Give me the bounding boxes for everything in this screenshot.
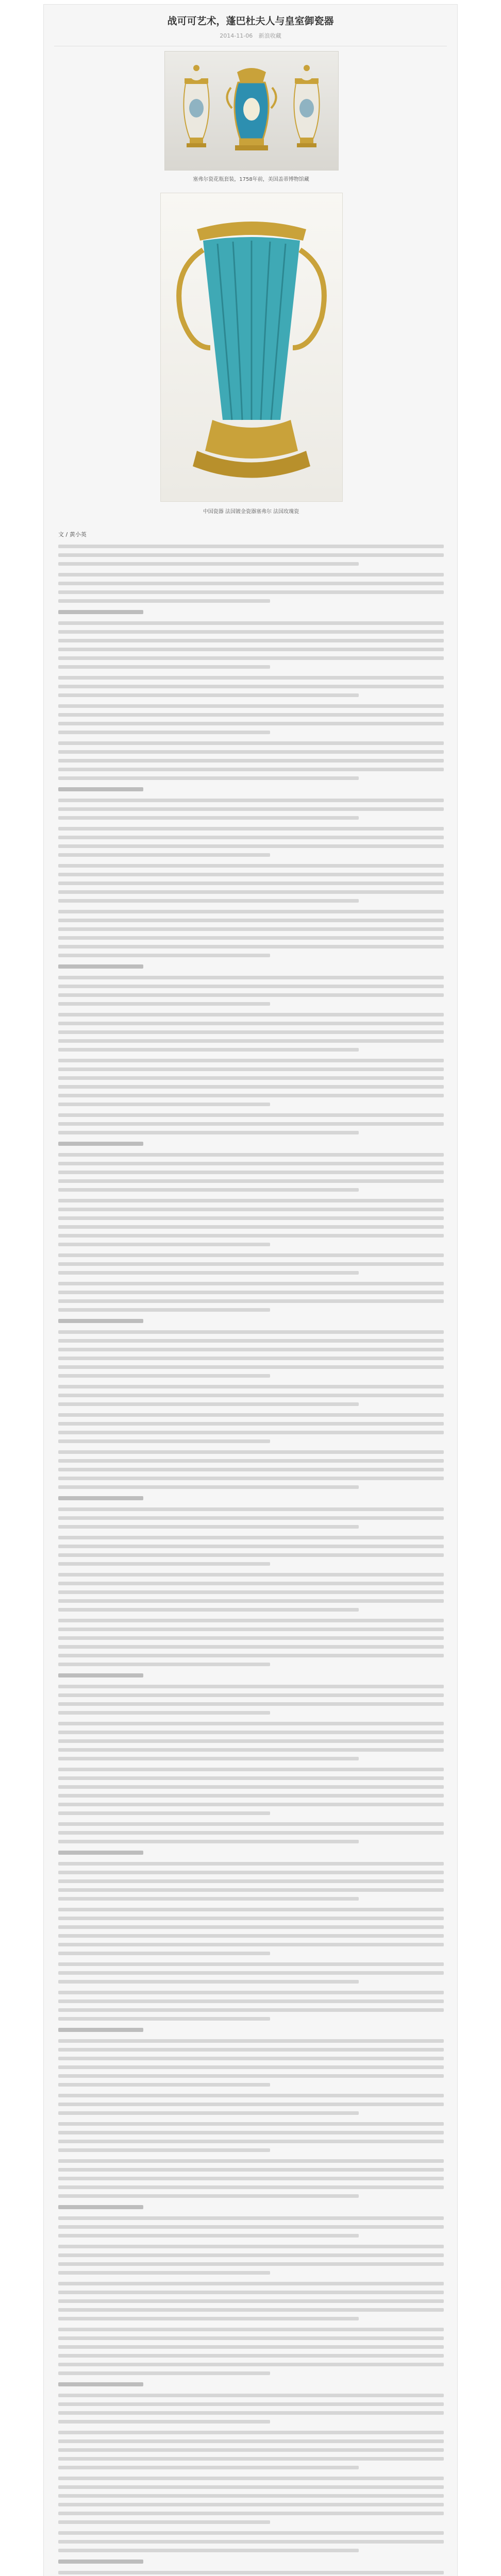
text-line-placeholder (58, 1282, 444, 1285)
text-line-placeholder (58, 1553, 444, 1557)
text-line-placeholder (58, 1402, 359, 1406)
text-line-placeholder (58, 799, 444, 802)
text-line-placeholder (58, 993, 444, 997)
text-line-placeholder (58, 2317, 359, 2320)
text-line-placeholder (58, 731, 270, 734)
text-line-placeholder (58, 1831, 444, 1835)
text-line-placeholder (58, 1879, 444, 1883)
text-line-placeholder (58, 1811, 270, 1815)
right-vase (294, 65, 319, 147)
text-line-placeholder (58, 1348, 444, 1351)
text-line-placeholder (58, 2140, 444, 2143)
text-line-placeholder (58, 2094, 444, 2097)
text-line-placeholder (58, 2131, 444, 2134)
text-line-placeholder (58, 1030, 444, 1034)
paragraph-placeholder (58, 1962, 444, 1984)
text-line-placeholder (58, 2111, 359, 2115)
paragraph-placeholder (58, 676, 444, 697)
text-line-placeholder (58, 2194, 359, 2198)
text-line-placeholder (58, 1374, 270, 1378)
paragraph-placeholder (58, 621, 444, 669)
paragraph-placeholder (58, 2245, 444, 2275)
text-line-placeholder (58, 1516, 444, 1520)
paragraph-placeholder (58, 2531, 444, 2552)
text-line-placeholder (58, 1731, 444, 1734)
paragraph-placeholder (58, 1822, 444, 1843)
text-line-placeholder (58, 1917, 444, 1920)
text-line-placeholder (58, 1702, 444, 1706)
paragraph-placeholder (58, 976, 444, 1006)
text-line-placeholder (58, 1840, 359, 1843)
text-line-placeholder (58, 1908, 444, 1911)
text-line-placeholder (58, 1085, 444, 1089)
text-line-placeholder (58, 2039, 444, 2043)
text-line-placeholder (58, 1943, 444, 1946)
text-line-placeholder (58, 1999, 444, 2003)
text-line-placeholder (58, 1253, 444, 1257)
text-line-placeholder (58, 1628, 444, 1631)
text-line-placeholder (58, 899, 359, 903)
caption-figure-1: 塞弗尔瓷花瓶套装，1758年前，美国盖蒂博物馆藏 (193, 177, 309, 182)
text-line-placeholder (58, 1663, 270, 1666)
text-line-placeholder (58, 2245, 444, 2248)
text-line-placeholder (58, 1394, 444, 1397)
text-line-placeholder (58, 910, 444, 913)
paragraph-placeholder (58, 1908, 444, 1955)
text-line-placeholder (58, 2008, 444, 2012)
paragraph-placeholder (58, 864, 444, 903)
text-line-placeholder (58, 2262, 444, 2266)
section-heading-placeholder (58, 2382, 444, 2386)
article-container (43, 4, 458, 2576)
text-line-placeholder (58, 807, 444, 811)
text-line-placeholder (58, 1739, 444, 1743)
text-line-placeholder (58, 2345, 444, 2349)
section-heading-placeholder (58, 787, 444, 791)
article-body (58, 545, 444, 2576)
text-line-placeholder (58, 1971, 444, 1975)
text-line-placeholder (58, 2148, 270, 2152)
text-line-placeholder (58, 553, 444, 557)
text-line-placeholder (58, 936, 444, 940)
paragraph-placeholder (58, 2571, 444, 2576)
text-line-placeholder (58, 2122, 444, 2126)
paragraph-placeholder (58, 1113, 444, 1134)
paragraph-placeholder (58, 1413, 444, 1443)
text-line-placeholder (58, 2057, 444, 2060)
text-line-placeholder (58, 1685, 444, 1688)
text-line-placeholder (58, 1113, 444, 1117)
text-line-placeholder (58, 1122, 444, 1126)
text-line-placeholder (58, 1757, 359, 1760)
text-line-placeholder (58, 1573, 444, 1577)
text-line-placeholder (58, 1308, 270, 1312)
paragraph-placeholder (58, 1282, 444, 1312)
paragraph-placeholder (58, 2431, 444, 2469)
text-line-placeholder (58, 648, 444, 651)
article-date: 2014-11-06 (220, 32, 253, 39)
paragraph-placeholder (58, 910, 444, 957)
text-line-placeholder (58, 1562, 270, 1566)
paragraph-placeholder (58, 1573, 444, 1612)
text-line-placeholder (58, 2448, 444, 2452)
text-line-placeholder (58, 864, 444, 868)
text-line-placeholder (58, 693, 359, 697)
text-line-placeholder (58, 750, 444, 754)
text-line-placeholder (58, 1897, 359, 1901)
text-line-placeholder (58, 1590, 444, 1594)
text-line-placeholder (58, 1153, 444, 1157)
text-line-placeholder (58, 562, 359, 566)
text-line-placeholder (58, 827, 444, 831)
text-line-placeholder (58, 1067, 444, 1071)
text-line-placeholder (58, 1131, 359, 1134)
text-line-placeholder (58, 2531, 444, 2535)
text-line-placeholder (58, 2420, 270, 2424)
section-heading-placeholder (58, 1851, 444, 1855)
text-line-placeholder (58, 1216, 444, 1220)
paragraph-placeholder (58, 2094, 444, 2115)
text-line-placeholder (58, 2394, 444, 2397)
text-line-placeholder (58, 1636, 444, 1640)
text-line-placeholder (58, 2457, 444, 2461)
text-line-placeholder (58, 882, 444, 885)
text-line-placeholder (58, 2540, 444, 2544)
text-line-placeholder (58, 873, 444, 876)
text-line-placeholder (58, 1468, 444, 1471)
text-line-placeholder (58, 853, 270, 857)
paragraph-placeholder (58, 1768, 444, 1815)
text-line-placeholder (58, 2048, 444, 2052)
text-line-placeholder (58, 1059, 444, 1062)
text-line-placeholder (58, 1485, 359, 1489)
text-line-placeholder (58, 545, 444, 548)
text-line-placeholder (58, 2177, 444, 2180)
text-line-placeholder (58, 1357, 444, 1360)
paragraph-placeholder (58, 1059, 444, 1106)
section-heading-placeholder (58, 2205, 444, 2209)
text-line-placeholder (58, 1188, 359, 1192)
paragraph-placeholder (58, 2122, 444, 2152)
text-line-placeholder (58, 836, 444, 839)
paragraph-placeholder (58, 1013, 444, 1052)
text-line-placeholder (58, 2168, 444, 2172)
text-line-placeholder (58, 890, 444, 894)
text-line-placeholder (58, 1851, 143, 1855)
text-line-placeholder (58, 1822, 444, 1826)
text-line-placeholder (58, 1693, 444, 1697)
paragraph-placeholder (58, 1685, 444, 1715)
text-line-placeholder (58, 2083, 270, 2087)
text-line-placeholder (58, 1525, 359, 1529)
text-line-placeholder (58, 1608, 359, 1612)
paragraph-placeholder (58, 2394, 444, 2424)
text-line-placeholder (58, 1385, 444, 1388)
paragraph-placeholder (58, 1862, 444, 1901)
article-byline: 文 / 黄小英 (58, 531, 87, 538)
text-line-placeholder (58, 1619, 444, 1622)
left-vase (183, 65, 209, 147)
text-line-placeholder (58, 1243, 270, 1246)
paragraph-placeholder (58, 2216, 444, 2238)
turquoise-vase-illustration (161, 193, 342, 501)
text-line-placeholder (58, 2291, 444, 2294)
text-line-placeholder (58, 1319, 143, 1323)
text-line-placeholder (58, 2216, 444, 2220)
text-line-placeholder (58, 2494, 444, 2498)
text-line-placeholder (58, 1094, 444, 1097)
text-line-placeholder (58, 1039, 444, 1043)
paragraph-placeholder (58, 1507, 444, 1529)
section-heading-placeholder (58, 2560, 444, 2564)
text-line-placeholder (58, 2328, 444, 2331)
section-heading-placeholder (58, 610, 444, 614)
section-heading-placeholder (58, 1496, 444, 1500)
text-line-placeholder (58, 2520, 270, 2524)
text-line-placeholder (58, 2271, 270, 2275)
paragraph-placeholder (58, 2159, 444, 2198)
text-line-placeholder (58, 2485, 444, 2489)
text-line-placeholder (58, 2074, 444, 2078)
photo-vase-set (164, 51, 339, 171)
text-line-placeholder (58, 919, 444, 922)
paragraph-placeholder (58, 704, 444, 734)
text-line-placeholder (58, 2512, 444, 2515)
text-line-placeholder (58, 1103, 270, 1106)
text-line-placeholder (58, 741, 444, 745)
text-line-placeholder (58, 2477, 444, 2480)
section-heading-placeholder (58, 1673, 444, 1677)
text-line-placeholder (58, 610, 143, 614)
text-line-placeholder (58, 768, 444, 771)
text-line-placeholder (58, 2431, 444, 2434)
text-line-placeholder (58, 582, 444, 585)
text-line-placeholder (58, 1431, 444, 1434)
paragraph-placeholder (58, 2328, 444, 2375)
text-line-placeholder (58, 599, 270, 603)
text-line-placeholder (58, 1271, 359, 1275)
text-line-placeholder (58, 1888, 444, 1892)
text-line-placeholder (58, 1339, 444, 1343)
text-line-placeholder (58, 2402, 444, 2406)
text-line-placeholder (58, 1013, 444, 1016)
text-line-placeholder (58, 1599, 444, 1603)
paragraph-placeholder (58, 741, 444, 780)
text-line-placeholder (58, 1208, 444, 1211)
text-line-placeholder (58, 713, 444, 717)
text-line-placeholder (58, 2299, 444, 2303)
text-line-placeholder (58, 2028, 143, 2032)
text-line-placeholder (58, 621, 444, 625)
text-line-placeholder (58, 1459, 444, 1463)
paragraph-placeholder (58, 1536, 444, 1566)
text-line-placeholder (58, 1645, 444, 1649)
text-line-placeholder (58, 656, 444, 660)
text-line-placeholder (58, 1199, 444, 1202)
text-line-placeholder (58, 776, 359, 780)
text-line-placeholder (58, 1496, 143, 1500)
text-line-placeholder (58, 722, 444, 725)
caption-figure-2: 中国瓷器 法国镀金瓷器塞弗尔 法国玫瑰瓷 (203, 509, 299, 515)
text-line-placeholder (58, 1654, 444, 1657)
text-line-placeholder (58, 1980, 359, 1984)
text-line-placeholder (58, 2503, 444, 2506)
text-line-placeholder (58, 759, 444, 762)
text-line-placeholder (58, 1582, 444, 1585)
paragraph-placeholder (58, 1330, 444, 1378)
text-line-placeholder (58, 1934, 444, 1938)
text-line-placeholder (58, 1925, 444, 1929)
center-vase (227, 68, 276, 150)
section-heading-placeholder (58, 2028, 444, 2032)
text-line-placeholder (58, 1225, 444, 1229)
paragraph-placeholder (58, 1199, 444, 1246)
text-line-placeholder (58, 787, 143, 791)
text-line-placeholder (58, 964, 143, 969)
paragraph-placeholder (58, 1253, 444, 1275)
text-line-placeholder (58, 1794, 444, 1798)
text-line-placeholder (58, 685, 444, 688)
text-line-placeholder (58, 927, 444, 931)
paragraph-placeholder (58, 573, 444, 603)
text-line-placeholder (58, 2159, 444, 2163)
text-line-placeholder (58, 1022, 444, 1025)
text-line-placeholder (58, 1748, 444, 1752)
text-line-placeholder (58, 2225, 444, 2229)
text-line-placeholder (58, 1673, 143, 1677)
text-line-placeholder (58, 2466, 359, 2469)
text-line-placeholder (58, 1536, 444, 1539)
article-header (54, 5, 447, 46)
text-line-placeholder (58, 2439, 444, 2443)
text-line-placeholder (58, 1330, 444, 1334)
paragraph-placeholder (58, 1722, 444, 1760)
section-heading-placeholder (58, 1142, 444, 1146)
text-line-placeholder (58, 1076, 444, 1080)
text-line-placeholder (58, 1711, 270, 1715)
text-line-placeholder (58, 2560, 143, 2564)
text-line-placeholder (58, 1545, 444, 1548)
text-line-placeholder (58, 630, 444, 634)
paragraph-placeholder (58, 1991, 444, 2021)
text-line-placeholder (58, 1962, 444, 1966)
article-meta (54, 31, 447, 40)
text-line-placeholder (58, 2382, 143, 2386)
text-line-placeholder (58, 590, 444, 594)
text-line-placeholder (58, 2371, 270, 2375)
text-line-placeholder (58, 954, 270, 957)
paragraph-placeholder (58, 2477, 444, 2524)
section-heading-placeholder (58, 964, 444, 969)
text-line-placeholder (58, 2065, 444, 2069)
text-line-placeholder (58, 676, 444, 680)
text-line-placeholder (58, 2185, 444, 2189)
text-line-placeholder (58, 2549, 359, 2552)
text-line-placeholder (58, 1871, 444, 1874)
text-line-placeholder (58, 1142, 143, 1146)
paragraph-placeholder (58, 545, 444, 566)
text-line-placeholder (58, 573, 444, 577)
text-line-placeholder (58, 2308, 444, 2312)
text-line-placeholder (58, 1477, 444, 1480)
paragraph-placeholder (58, 2282, 444, 2320)
text-line-placeholder (58, 665, 270, 669)
text-line-placeholder (58, 2253, 444, 2257)
text-line-placeholder (58, 1179, 444, 1183)
text-line-placeholder (58, 1862, 444, 1866)
text-line-placeholder (58, 844, 444, 848)
paragraph-placeholder (58, 1619, 444, 1666)
text-line-placeholder (58, 1291, 444, 1294)
paragraph-placeholder (58, 1450, 444, 1489)
text-line-placeholder (58, 1299, 444, 1303)
text-line-placeholder (58, 1171, 444, 1174)
text-line-placeholder (58, 1776, 444, 1780)
text-line-placeholder (58, 2354, 444, 2358)
text-line-placeholder (58, 1439, 270, 1443)
text-line-placeholder (58, 976, 444, 979)
text-line-placeholder (58, 2363, 444, 2366)
text-line-placeholder (58, 1262, 444, 1266)
text-line-placeholder (58, 639, 444, 642)
text-line-placeholder (58, 945, 444, 948)
text-line-placeholder (58, 2411, 444, 2415)
text-line-placeholder (58, 2282, 444, 2285)
text-line-placeholder (58, 1991, 444, 1994)
text-line-placeholder (58, 1952, 270, 1955)
photo-turquoise-vase (160, 193, 343, 502)
text-line-placeholder (58, 985, 444, 988)
text-line-placeholder (58, 704, 444, 708)
text-line-placeholder (58, 1507, 444, 1511)
paragraph-placeholder (58, 1153, 444, 1192)
text-line-placeholder (58, 1422, 444, 1426)
section-heading-placeholder (58, 1319, 444, 1323)
text-line-placeholder (58, 1162, 444, 1165)
text-line-placeholder (58, 1365, 444, 1369)
article-title: 战可可艺术，蓬巴杜夫人与皇室御瓷器 (167, 15, 334, 27)
text-line-placeholder (58, 1234, 444, 1238)
text-line-placeholder (58, 2336, 444, 2340)
paragraph-placeholder (58, 827, 444, 857)
paragraph-placeholder (58, 799, 444, 820)
text-line-placeholder (58, 816, 359, 820)
text-line-placeholder (58, 1785, 444, 1789)
text-line-placeholder (58, 2103, 444, 2106)
paragraph-placeholder (58, 2039, 444, 2087)
text-line-placeholder (58, 1413, 444, 1417)
paragraph-placeholder (58, 1385, 444, 1406)
text-line-placeholder (58, 1002, 270, 1006)
article-source: 新浪收藏 (258, 32, 281, 39)
vase-set-illustration (165, 52, 338, 170)
text-line-placeholder (58, 2571, 444, 2574)
text-line-placeholder (58, 1048, 359, 1052)
text-line-placeholder (58, 1450, 444, 1454)
text-line-placeholder (58, 2205, 143, 2209)
text-line-placeholder (58, 2234, 359, 2238)
text-line-placeholder (58, 1722, 444, 1725)
text-line-placeholder (58, 2017, 270, 2021)
text-line-placeholder (58, 1768, 444, 1771)
text-line-placeholder (58, 1803, 444, 1806)
